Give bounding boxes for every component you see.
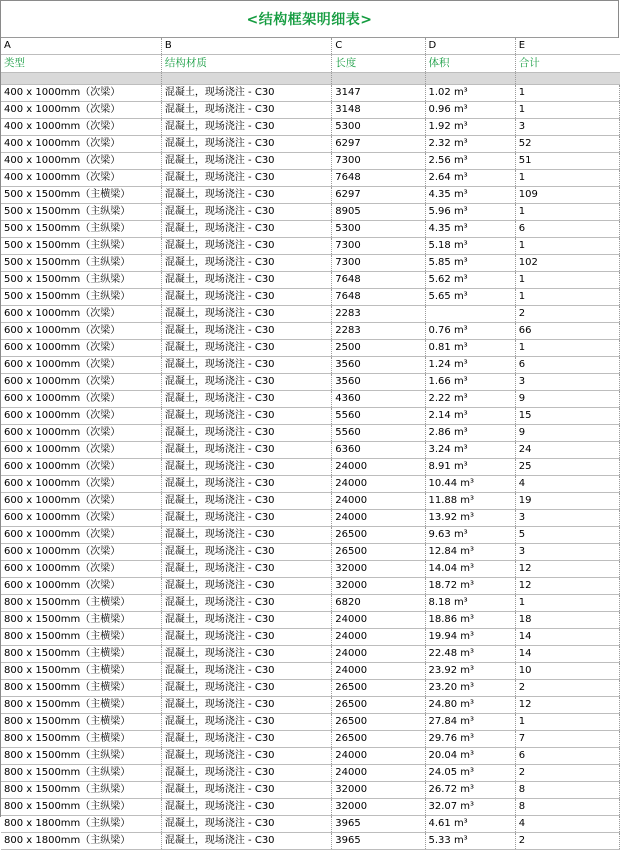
cell-count[interactable]: 1 (515, 238, 619, 255)
cell-length[interactable]: 3560 (332, 374, 425, 391)
cell-volume[interactable]: 11.88 m³ (425, 493, 515, 510)
cell-volume[interactable]: 4.61 m³ (425, 816, 515, 833)
cell-type[interactable]: 800 x 1800mm（主纵梁） (1, 816, 161, 833)
cell-material[interactable]: 混凝土，现场浇注 - C30 (161, 255, 331, 272)
cell-volume[interactable]: 4.35 m³ (425, 187, 515, 204)
cell-type[interactable]: 500 x 1500mm（主纵梁） (1, 289, 161, 306)
cell-length[interactable]: 24000 (332, 510, 425, 527)
cell-length[interactable]: 5560 (332, 425, 425, 442)
cell-type[interactable]: 800 x 1500mm（主横梁） (1, 680, 161, 697)
cell-material[interactable]: 混凝土，现场浇注 - C30 (161, 187, 331, 204)
cell-material[interactable]: 混凝土，现场浇注 - C30 (161, 340, 331, 357)
cell-count[interactable]: 1 (515, 340, 619, 357)
cell-type[interactable]: 600 x 1000mm（次梁） (1, 476, 161, 493)
cell-volume[interactable]: 2.86 m³ (425, 425, 515, 442)
cell-count[interactable]: 5 (515, 527, 619, 544)
cell-length[interactable]: 24000 (332, 748, 425, 765)
cell-volume[interactable]: 0.96 m³ (425, 102, 515, 119)
cell-volume[interactable] (425, 306, 515, 323)
cell-volume[interactable]: 8.18 m³ (425, 595, 515, 612)
cell-count[interactable]: 1 (515, 85, 619, 102)
cell-length[interactable]: 6297 (332, 187, 425, 204)
cell-length[interactable]: 6360 (332, 442, 425, 459)
cell-type[interactable]: 500 x 1500mm（主纵梁） (1, 204, 161, 221)
table-row[interactable] (1, 646, 620, 663)
cell-material[interactable]: 混凝土，现场浇注 - C30 (161, 612, 331, 629)
cell-material[interactable]: 混凝土，现场浇注 - C30 (161, 85, 331, 102)
cell-count[interactable]: 4 (515, 476, 619, 493)
cell-material[interactable]: 混凝土，现场浇注 - C30 (161, 459, 331, 476)
cell-type[interactable]: 600 x 1000mm（次梁） (1, 561, 161, 578)
column-letter-d[interactable]: D (425, 38, 515, 55)
cell-type[interactable]: 600 x 1000mm（次梁） (1, 425, 161, 442)
cell-volume[interactable]: 24.80 m³ (425, 697, 515, 714)
cell-volume[interactable]: 5.65 m³ (425, 289, 515, 306)
cell-count[interactable]: 8 (515, 782, 619, 799)
table-row[interactable] (1, 765, 620, 782)
table-row[interactable] (1, 697, 620, 714)
cell-count[interactable]: 2 (515, 680, 619, 697)
table-row[interactable] (1, 680, 620, 697)
cell-type[interactable]: 800 x 1500mm（主横梁） (1, 612, 161, 629)
table-row[interactable] (1, 527, 620, 544)
cell-type[interactable]: 600 x 1000mm（次梁） (1, 442, 161, 459)
cell-count[interactable]: 52 (515, 136, 619, 153)
cell-material[interactable]: 混凝土，现场浇注 - C30 (161, 425, 331, 442)
cell-material[interactable]: 混凝土，现场浇注 - C30 (161, 153, 331, 170)
cell-count[interactable]: 12 (515, 697, 619, 714)
cell-length[interactable]: 7648 (332, 272, 425, 289)
cell-type[interactable]: 600 x 1000mm（次梁） (1, 493, 161, 510)
cell-count[interactable]: 66 (515, 323, 619, 340)
cell-volume[interactable]: 5.18 m³ (425, 238, 515, 255)
cell-count[interactable]: 3 (515, 374, 619, 391)
cell-type[interactable]: 600 x 1000mm（次梁） (1, 408, 161, 425)
cell-count[interactable]: 6 (515, 748, 619, 765)
cell-length[interactable]: 4360 (332, 391, 425, 408)
cell-type[interactable]: 800 x 1500mm（主纵梁） (1, 782, 161, 799)
column-header-count[interactable]: 合计 (515, 55, 619, 73)
schedule-rows (1, 85, 620, 850)
column-header-material[interactable]: 结构材质 (161, 55, 331, 73)
cell-length[interactable]: 5560 (332, 408, 425, 425)
cell-material[interactable]: 混凝土，现场浇注 - C30 (161, 731, 331, 748)
spacer-row (1, 73, 620, 85)
cell-length[interactable]: 26500 (332, 527, 425, 544)
cell-length[interactable]: 3147 (332, 85, 425, 102)
cell-volume[interactable]: 13.92 m³ (425, 510, 515, 527)
cell-material[interactable]: 混凝土，现场浇注 - C30 (161, 306, 331, 323)
cell-type[interactable]: 500 x 1500mm（主纵梁） (1, 272, 161, 289)
table-row[interactable] (1, 731, 620, 748)
cell-length[interactable]: 26500 (332, 731, 425, 748)
table-row[interactable] (1, 306, 620, 323)
cell-length[interactable]: 3148 (332, 102, 425, 119)
cell-length[interactable]: 6820 (332, 595, 425, 612)
cell-count[interactable]: 18 (515, 612, 619, 629)
cell-count[interactable]: 15 (515, 408, 619, 425)
cell-count[interactable]: 12 (515, 578, 619, 595)
cell-material[interactable]: 混凝土，现场浇注 - C30 (161, 561, 331, 578)
table-row[interactable] (1, 442, 620, 459)
cell-count[interactable]: 2 (515, 765, 619, 782)
table-row[interactable] (1, 323, 620, 340)
table-row[interactable] (1, 595, 620, 612)
cell-material[interactable]: 混凝土，现场浇注 - C30 (161, 629, 331, 646)
cell-count[interactable]: 19 (515, 493, 619, 510)
cell-count[interactable]: 3 (515, 544, 619, 561)
cell-count[interactable]: 14 (515, 646, 619, 663)
table-row[interactable] (1, 238, 620, 255)
cell-material[interactable]: 混凝土，现场浇注 - C30 (161, 170, 331, 187)
table-row[interactable] (1, 187, 620, 204)
cell-volume[interactable]: 2.22 m³ (425, 391, 515, 408)
table-row[interactable] (1, 748, 620, 765)
cell-type[interactable]: 400 x 1000mm（次梁） (1, 119, 161, 136)
cell-type[interactable]: 400 x 1000mm（次梁） (1, 85, 161, 102)
cell-volume[interactable]: 18.86 m³ (425, 612, 515, 629)
cell-material[interactable]: 混凝土，现场浇注 - C30 (161, 102, 331, 119)
cell-count[interactable]: 12 (515, 561, 619, 578)
cell-length[interactable]: 3965 (332, 816, 425, 833)
table-row[interactable] (1, 153, 620, 170)
cell-material[interactable]: 混凝土，现场浇注 - C30 (161, 374, 331, 391)
cell-volume[interactable]: 14.04 m³ (425, 561, 515, 578)
cell-material[interactable]: 混凝土，现场浇注 - C30 (161, 782, 331, 799)
table-row[interactable] (1, 816, 620, 833)
cell-volume[interactable]: 5.96 m³ (425, 204, 515, 221)
cell-volume[interactable]: 32.07 m³ (425, 799, 515, 816)
cell-type[interactable]: 600 x 1000mm（次梁） (1, 459, 161, 476)
cell-length[interactable]: 3560 (332, 357, 425, 374)
cell-count[interactable]: 102 (515, 255, 619, 272)
schedule-body (1, 38, 618, 850)
cell-type[interactable]: 800 x 1500mm（主纵梁） (1, 799, 161, 816)
column-header-volume[interactable]: 体积 (425, 55, 515, 73)
cell-material[interactable]: 混凝土，现场浇注 - C30 (161, 204, 331, 221)
cell-volume[interactable]: 29.76 m³ (425, 731, 515, 748)
cell-type[interactable]: 400 x 1000mm（次梁） (1, 102, 161, 119)
cell-volume[interactable]: 5.33 m³ (425, 833, 515, 850)
table-row[interactable] (1, 544, 620, 561)
cell-type[interactable]: 600 x 1000mm（次梁） (1, 527, 161, 544)
cell-length[interactable]: 26500 (332, 680, 425, 697)
table-row[interactable] (1, 408, 620, 425)
cell-count[interactable]: 1 (515, 272, 619, 289)
cell-count[interactable]: 14 (515, 629, 619, 646)
cell-length[interactable]: 3965 (332, 833, 425, 850)
cell-type[interactable]: 400 x 1000mm（次梁） (1, 153, 161, 170)
cell-material[interactable]: 混凝土，现场浇注 - C30 (161, 595, 331, 612)
cell-type[interactable]: 800 x 1500mm（主纵梁） (1, 765, 161, 782)
cell-count[interactable]: 8 (515, 799, 619, 816)
table-row[interactable] (1, 340, 620, 357)
cell-volume[interactable]: 2.14 m³ (425, 408, 515, 425)
cell-type[interactable]: 400 x 1000mm（次梁） (1, 136, 161, 153)
cell-material[interactable]: 混凝土，现场浇注 - C30 (161, 510, 331, 527)
cell-length[interactable]: 6297 (332, 136, 425, 153)
cell-volume[interactable]: 0.81 m³ (425, 340, 515, 357)
cell-length[interactable]: 26500 (332, 697, 425, 714)
cell-material[interactable]: 混凝土，现场浇注 - C30 (161, 357, 331, 374)
cell-type[interactable]: 500 x 1500mm（主横梁） (1, 187, 161, 204)
cell-count[interactable]: 9 (515, 391, 619, 408)
cell-material[interactable]: 混凝土，现场浇注 - C30 (161, 272, 331, 289)
cell-material[interactable]: 混凝土，现场浇注 - C30 (161, 493, 331, 510)
cell-type[interactable]: 400 x 1000mm（次梁） (1, 170, 161, 187)
cell-type[interactable]: 600 x 1000mm（次梁） (1, 544, 161, 561)
cell-count[interactable]: 1 (515, 595, 619, 612)
column-header-type[interactable]: 类型 (1, 55, 161, 73)
table-row[interactable] (1, 799, 620, 816)
cell-volume[interactable]: 18.72 m³ (425, 578, 515, 595)
cell-length[interactable]: 24000 (332, 612, 425, 629)
cell-type[interactable]: 600 x 1000mm（次梁） (1, 391, 161, 408)
cell-length[interactable]: 24000 (332, 765, 425, 782)
cell-length[interactable]: 7300 (332, 255, 425, 272)
spacer-cell-a (1, 73, 161, 85)
cell-volume[interactable]: 5.62 m³ (425, 272, 515, 289)
column-letter-b[interactable]: B (161, 38, 331, 55)
cell-type[interactable]: 800 x 1500mm（主横梁） (1, 663, 161, 680)
cell-volume[interactable]: 23.92 m³ (425, 663, 515, 680)
cell-volume[interactable]: 23.20 m³ (425, 680, 515, 697)
table-row[interactable] (1, 374, 620, 391)
cell-count[interactable]: 25 (515, 459, 619, 476)
table-row[interactable] (1, 391, 620, 408)
table-row[interactable] (1, 204, 620, 221)
cell-volume[interactable]: 2.64 m³ (425, 170, 515, 187)
cell-volume[interactable]: 12.84 m³ (425, 544, 515, 561)
cell-type[interactable]: 800 x 1500mm（主横梁） (1, 714, 161, 731)
cell-material[interactable]: 混凝土，现场浇注 - C30 (161, 442, 331, 459)
cell-length[interactable]: 2283 (332, 323, 425, 340)
cell-length[interactable]: 8905 (332, 204, 425, 221)
table-row[interactable] (1, 612, 620, 629)
table-row[interactable] (1, 476, 620, 493)
cell-volume[interactable]: 24.05 m³ (425, 765, 515, 782)
cell-volume[interactable]: 4.35 m³ (425, 221, 515, 238)
cell-material[interactable]: 混凝土，现场浇注 - C30 (161, 765, 331, 782)
cell-count[interactable]: 6 (515, 357, 619, 374)
cell-count[interactable]: 2 (515, 833, 619, 850)
cell-length[interactable]: 26500 (332, 544, 425, 561)
cell-length[interactable]: 7648 (332, 170, 425, 187)
cell-length[interactable]: 26500 (332, 714, 425, 731)
column-letter-row (1, 38, 620, 55)
cell-type[interactable]: 600 x 1000mm（次梁） (1, 340, 161, 357)
cell-type[interactable]: 800 x 1500mm（主纵梁） (1, 748, 161, 765)
cell-material[interactable]: 混凝土，现场浇注 - C30 (161, 578, 331, 595)
cell-length[interactable]: 32000 (332, 782, 425, 799)
table-row[interactable] (1, 289, 620, 306)
cell-material[interactable]: 混凝土，现场浇注 - C30 (161, 663, 331, 680)
cell-material[interactable]: 混凝土，现场浇注 - C30 (161, 136, 331, 153)
cell-count[interactable]: 1 (515, 170, 619, 187)
table-row[interactable] (1, 357, 620, 374)
cell-type[interactable]: 800 x 1800mm（主纵梁） (1, 833, 161, 850)
cell-count[interactable]: 3 (515, 510, 619, 527)
cell-length[interactable]: 5300 (332, 119, 425, 136)
table-row[interactable] (1, 119, 620, 136)
cell-type[interactable]: 600 x 1000mm（次梁） (1, 578, 161, 595)
cell-type[interactable]: 600 x 1000mm（次梁） (1, 357, 161, 374)
cell-type[interactable]: 500 x 1500mm（主纵梁） (1, 255, 161, 272)
cell-type[interactable]: 600 x 1000mm（次梁） (1, 374, 161, 391)
column-header-length[interactable]: 长度 (332, 55, 425, 73)
table-row[interactable] (1, 782, 620, 799)
schedule-title-bar (1, 1, 618, 38)
cell-length[interactable]: 24000 (332, 476, 425, 493)
cell-type[interactable]: 500 x 1500mm（主纵梁） (1, 221, 161, 238)
table-row[interactable] (1, 170, 620, 187)
cell-material[interactable]: 混凝土，现场浇注 - C30 (161, 680, 331, 697)
schedule-table (1, 38, 620, 850)
cell-volume[interactable]: 0.76 m³ (425, 323, 515, 340)
cell-length[interactable]: 5300 (332, 221, 425, 238)
table-row[interactable] (1, 714, 620, 731)
cell-type[interactable]: 800 x 1500mm（主横梁） (1, 697, 161, 714)
cell-count[interactable]: 1 (515, 204, 619, 221)
cell-count[interactable]: 3 (515, 119, 619, 136)
cell-volume[interactable]: 2.32 m³ (425, 136, 515, 153)
cell-length[interactable]: 24000 (332, 459, 425, 476)
table-row[interactable] (1, 255, 620, 272)
column-letter-e[interactable]: E (515, 38, 619, 55)
cell-material[interactable]: 混凝土，现场浇注 - C30 (161, 544, 331, 561)
cell-volume[interactable]: 19.94 m³ (425, 629, 515, 646)
cell-material[interactable]: 混凝土，现场浇注 - C30 (161, 221, 331, 238)
column-letter-a[interactable]: A (1, 38, 161, 55)
cell-count[interactable]: 6 (515, 221, 619, 238)
cell-length[interactable]: 32000 (332, 561, 425, 578)
cell-type[interactable]: 600 x 1000mm（次梁） (1, 323, 161, 340)
cell-length[interactable]: 2283 (332, 306, 425, 323)
cell-length[interactable]: 32000 (332, 799, 425, 816)
cell-material[interactable]: 混凝土，现场浇注 - C30 (161, 748, 331, 765)
spacer-cell-d (425, 73, 515, 85)
cell-length[interactable]: 2500 (332, 340, 425, 357)
spacer-cell-e (515, 73, 619, 85)
cell-length[interactable]: 7300 (332, 238, 425, 255)
cell-count[interactable]: 7 (515, 731, 619, 748)
cell-volume[interactable]: 3.24 m³ (425, 442, 515, 459)
cell-count[interactable]: 9 (515, 425, 619, 442)
spacer-cell-c (332, 73, 425, 85)
table-row[interactable] (1, 510, 620, 527)
cell-material[interactable]: 混凝土，现场浇注 - C30 (161, 646, 331, 663)
table-row[interactable] (1, 102, 620, 119)
table-row[interactable] (1, 493, 620, 510)
table-row[interactable] (1, 578, 620, 595)
cell-material[interactable]: 混凝土，现场浇注 - C30 (161, 323, 331, 340)
table-row[interactable] (1, 136, 620, 153)
cell-volume[interactable]: 2.56 m³ (425, 153, 515, 170)
table-row[interactable] (1, 221, 620, 238)
cell-volume[interactable]: 27.84 m³ (425, 714, 515, 731)
cell-count[interactable]: 1 (515, 289, 619, 306)
cell-type[interactable]: 800 x 1500mm（主横梁） (1, 731, 161, 748)
table-row[interactable] (1, 561, 620, 578)
spacer-cell-b (161, 73, 331, 85)
cell-type[interactable]: 800 x 1500mm（主横梁） (1, 595, 161, 612)
cell-length[interactable]: 24000 (332, 629, 425, 646)
cell-volume[interactable]: 9.63 m³ (425, 527, 515, 544)
cell-count[interactable]: 51 (515, 153, 619, 170)
table-row[interactable] (1, 833, 620, 850)
cell-length[interactable]: 24000 (332, 646, 425, 663)
cell-count[interactable]: 10 (515, 663, 619, 680)
cell-volume[interactable]: 10.44 m³ (425, 476, 515, 493)
table-row[interactable] (1, 85, 620, 102)
cell-volume[interactable]: 8.91 m³ (425, 459, 515, 476)
cell-volume[interactable]: 5.85 m³ (425, 255, 515, 272)
cell-count[interactable]: 2 (515, 306, 619, 323)
page-title: <结构框架明细表> (246, 12, 373, 28)
column-header-row (1, 55, 620, 73)
table-row[interactable] (1, 459, 620, 476)
cell-material[interactable]: 混凝土，现场浇注 - C30 (161, 119, 331, 136)
cell-material[interactable]: 混凝土，现场浇注 - C30 (161, 799, 331, 816)
cell-count[interactable]: 109 (515, 187, 619, 204)
cell-count[interactable]: 1 (515, 102, 619, 119)
cell-type[interactable]: 600 x 1000mm（次梁） (1, 510, 161, 527)
table-row[interactable] (1, 272, 620, 289)
cell-volume[interactable]: 1.92 m³ (425, 119, 515, 136)
cell-material[interactable]: 混凝土，现场浇注 - C30 (161, 408, 331, 425)
cell-type[interactable]: 500 x 1500mm（主纵梁） (1, 238, 161, 255)
cell-length[interactable]: 24000 (332, 663, 425, 680)
column-letter-c[interactable]: C (332, 38, 425, 55)
cell-material[interactable]: 混凝土，现场浇注 - C30 (161, 816, 331, 833)
cell-count[interactable]: 4 (515, 816, 619, 833)
cell-count[interactable]: 1 (515, 714, 619, 731)
cell-volume[interactable]: 22.48 m³ (425, 646, 515, 663)
cell-volume[interactable]: 26.72 m³ (425, 782, 515, 799)
cell-volume[interactable]: 1.02 m³ (425, 85, 515, 102)
cell-material[interactable]: 混凝土，现场浇注 - C30 (161, 833, 331, 850)
cell-material[interactable]: 混凝土，现场浇注 - C30 (161, 391, 331, 408)
cell-material[interactable]: 混凝土，现场浇注 - C30 (161, 714, 331, 731)
cell-material[interactable]: 混凝土，现场浇注 - C30 (161, 527, 331, 544)
cell-type[interactable]: 600 x 1000mm（次梁） (1, 306, 161, 323)
cell-length[interactable]: 32000 (332, 578, 425, 595)
table-row[interactable] (1, 425, 620, 442)
cell-volume[interactable]: 1.24 m³ (425, 357, 515, 374)
cell-material[interactable]: 混凝土，现场浇注 - C30 (161, 289, 331, 306)
cell-material[interactable]: 混凝土，现场浇注 - C30 (161, 697, 331, 714)
cell-length[interactable]: 24000 (332, 493, 425, 510)
cell-count[interactable]: 24 (515, 442, 619, 459)
table-row[interactable] (1, 663, 620, 680)
cell-type[interactable]: 800 x 1500mm（主横梁） (1, 646, 161, 663)
cell-length[interactable]: 7648 (332, 289, 425, 306)
cell-type[interactable]: 800 x 1500mm（主横梁） (1, 629, 161, 646)
cell-material[interactable]: 混凝土，现场浇注 - C30 (161, 476, 331, 493)
table-row[interactable] (1, 629, 620, 646)
cell-volume[interactable]: 1.66 m³ (425, 374, 515, 391)
cell-volume[interactable]: 20.04 m³ (425, 748, 515, 765)
cell-material[interactable]: 混凝土，现场浇注 - C30 (161, 238, 331, 255)
cell-length[interactable]: 7300 (332, 153, 425, 170)
